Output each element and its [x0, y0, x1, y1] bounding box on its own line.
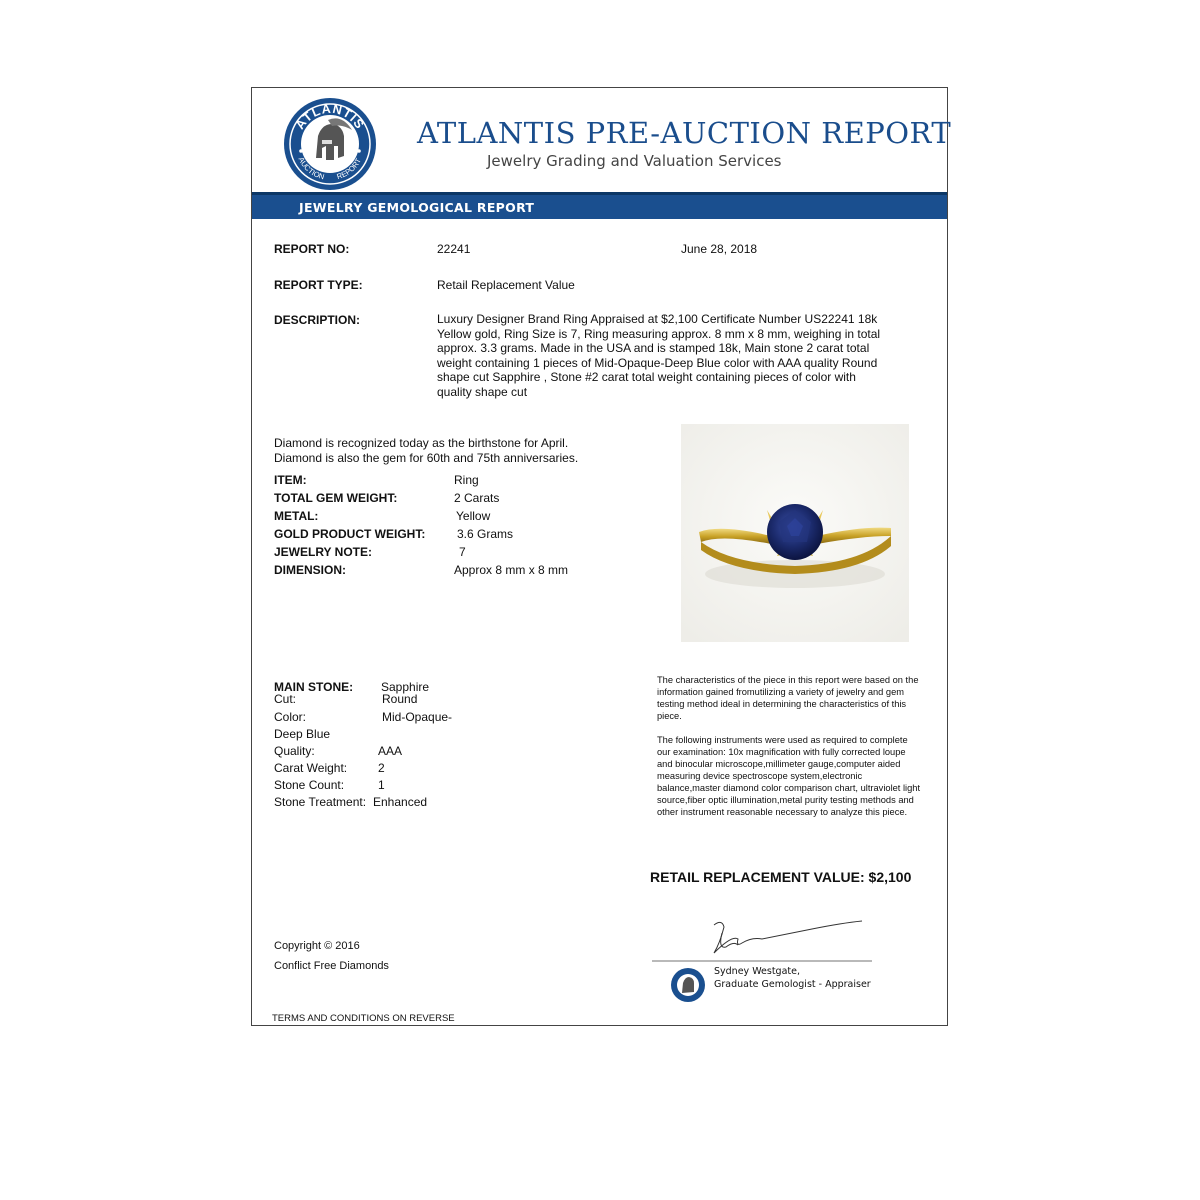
report-type-label: REPORT TYPE: — [274, 278, 363, 292]
quality-label: Quality: — [274, 744, 315, 758]
treatment-value: Enhanced — [373, 795, 428, 809]
conflict-free-note: Conflict Free Diamonds — [274, 960, 389, 972]
section-banner — [252, 192, 947, 219]
description-text: Luxury Designer Brand Ring Appraised at $2,100 Certificate Number US22241 18k Yellow gold, Ring Size is 7, Ring measuring approx. 8 mm x 8 mm, weighing in total approx. 3.3 grams. Made in the USA and is stamped 18k, Main stone 2 carat total weight containing 1 pieces of Mid-Opaque-Deep Blue color with AAA quality Round shape cut Sapphire , Stone #2 carat total weight containing pieces of color with quality shape cut — [437, 312, 881, 399]
report-header — [252, 88, 952, 188]
report-title: ATLANTIS PRE-AUCTION REPORT — [417, 116, 952, 150]
description-label: DESCRIPTION: — [274, 313, 361, 327]
cut-label: Cut: — [274, 692, 297, 706]
treatment-label: Stone Treatment: — [274, 795, 367, 809]
copyright: Copyright © 2016 — [274, 940, 360, 952]
spec-table — [274, 471, 568, 579]
spec-value: 7 — [459, 545, 466, 559]
spec-row — [274, 489, 568, 507]
carat-value: 2 — [378, 761, 385, 775]
birthstone-line-2: Diamond is also the gem for 60th and 75th anniversaries. — [274, 450, 579, 465]
signer-title: Graduate Gemologist - Appraiser — [714, 979, 871, 990]
banner-label: JEWELRY GEMOLOGICAL REPORT — [299, 200, 535, 215]
spec-key: GOLD PRODUCT WEIGHT: — [274, 527, 426, 541]
spec-key: JEWELRY NOTE: — [274, 545, 373, 559]
logo-bottom-left: AUCTION — [296, 155, 326, 182]
carat-label: Carat Weight: — [274, 761, 348, 775]
report-date: June 28, 2018 — [681, 242, 758, 256]
signer-block — [714, 965, 871, 991]
report-no-label: REPORT NO: — [274, 242, 350, 256]
birthstone-note — [274, 436, 578, 465]
report-subtitle: Jewelry Grading and Valuation Services — [487, 152, 782, 170]
logo-bottom-right: REPORT — [335, 156, 363, 182]
color-label: Color: — [274, 710, 307, 724]
spec-key: DIMENSION: — [274, 563, 346, 577]
report-type-value: Retail Replacement Value — [437, 278, 575, 292]
color-value-2: Deep Blue — [274, 727, 331, 741]
spec-value: 2 Carats — [454, 491, 500, 505]
terms-note: TERMS AND CONDITIONS ON REVERSE — [272, 1013, 455, 1024]
report-no-value: 22241 — [437, 242, 471, 256]
spec-row — [274, 543, 568, 561]
cut-value: Round — [382, 692, 418, 706]
spec-key: METAL: — [274, 509, 319, 523]
seal-icon — [671, 968, 705, 1002]
spec-value: Yellow — [456, 509, 491, 523]
logo-top-text: ATLANTIS — [292, 101, 368, 132]
count-label: Stone Count: — [274, 778, 345, 792]
main-stone-label: MAIN STONE: — [274, 680, 354, 694]
report-sheet — [251, 87, 952, 1026]
spec-value: Ring — [454, 473, 479, 487]
atlantis-logo — [282, 96, 378, 192]
spec-row — [274, 561, 568, 579]
color-value-1: Mid-Opaque- — [382, 710, 453, 724]
ring-photo — [681, 424, 909, 642]
spec-row — [274, 471, 568, 489]
spec-row — [274, 525, 568, 543]
retail-replacement-value: RETAIL REPLACEMENT VALUE: $2,100 — [650, 869, 912, 885]
spec-value: 3.6 Grams — [457, 527, 514, 541]
fine-print-characteristics: The characteristics of the piece in this report were based on the information gained fromutilizing a variety of jewelry and gem testing method ideal in determining the characteristics of this piece. — [657, 675, 919, 721]
quality-value: AAA — [378, 744, 403, 758]
signer-name: Sydney Westgate, — [714, 966, 800, 977]
fine-print-instruments: The following instruments were used as required to complete our examination: 10x magnification with fully corrected loupe and binocular microscope,millimeter gauge,computer aided measuring device spectroscope system,electronic balance,master diamond color comparison chart, ultraviolet light source,fiber optic illumination,metal purity testing methods and other instrument reasonable necessary to analyze this piece. — [657, 735, 921, 817]
main-stone-value: Sapphire — [381, 680, 430, 694]
spec-value: Approx 8 mm x 8 mm — [454, 563, 569, 577]
count-value: 1 — [378, 778, 385, 792]
birthstone-line-1: Diamond is recognized today as the birthstone for April. — [274, 436, 569, 450]
spec-key: TOTAL GEM WEIGHT: — [274, 491, 398, 505]
spec-row — [274, 507, 568, 525]
spec-key: ITEM: — [274, 473, 307, 487]
handwritten-signature — [714, 921, 862, 953]
